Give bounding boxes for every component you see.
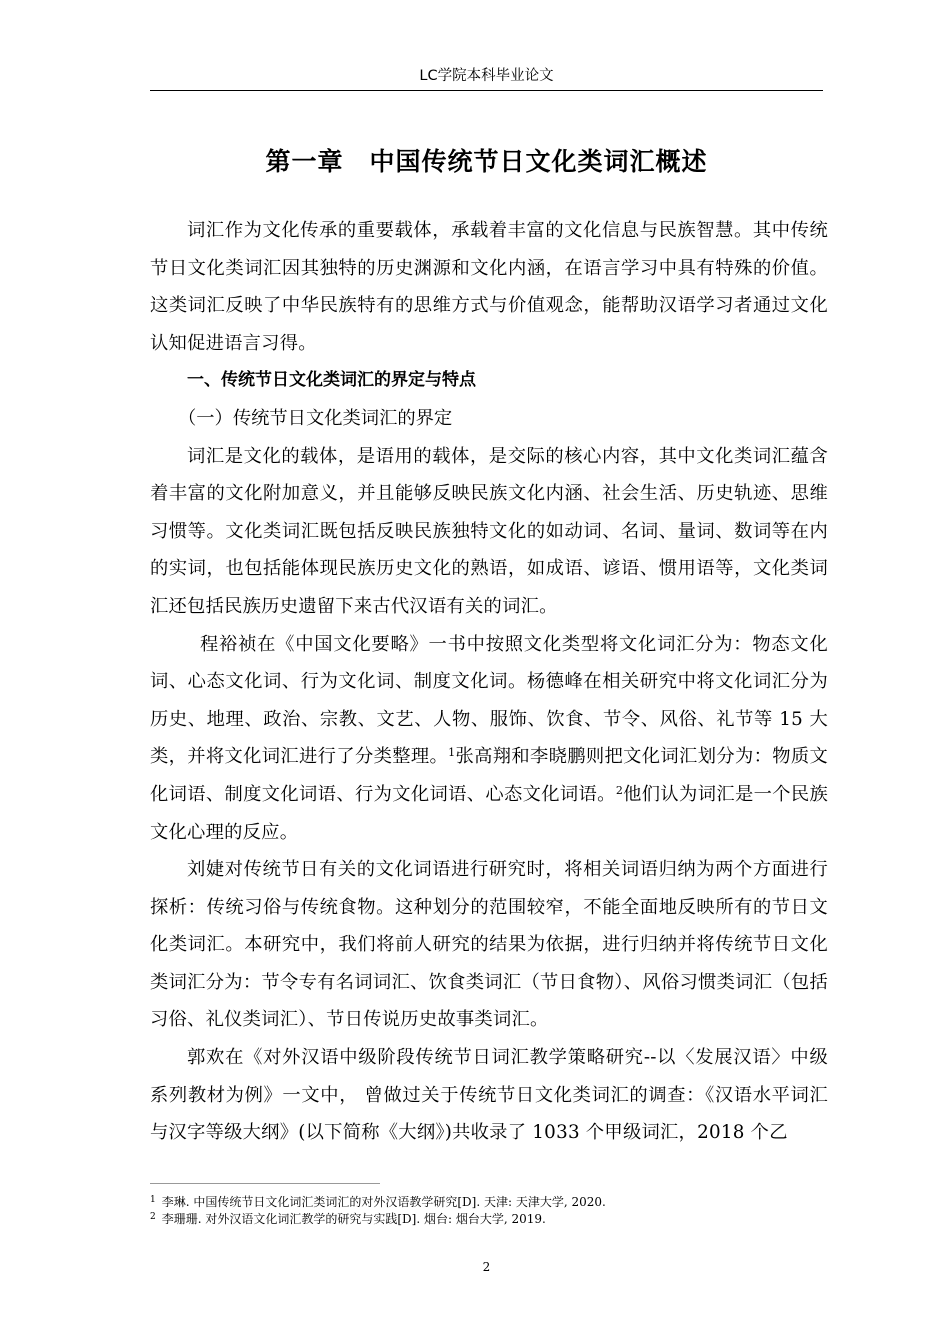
footnote bbox=[150, 1194, 823, 1211]
footnotes bbox=[150, 1194, 823, 1228]
paragraph-definition: 词汇是文化的载体，是语用的载体，是交际的核心内容，其中文化类词汇蕴含着丰富的文化附加意义，并且能够反映民族文化内涵、社会生活、历史轨迹、思维习惯等。文化类词汇既包括反映民族独特文化的如动词、名词、量词、数词等在内的实词，也包括能体现民族历史文化的熟语，如成语、谚语、惯用语等，文化类词汇还包括民族历史遗留下来古代汉语有关的词汇。 bbox=[150, 445, 828, 617]
footnote-ref[interactable]: 1 bbox=[448, 746, 456, 760]
paragraph-text-part: 张高翔和李晓鹏则把文化词汇划分为：物质文化词语、制度文化词语、行为文化词语、心态文化词语。 bbox=[150, 746, 829, 805]
footnote-ref[interactable]: 2 bbox=[615, 783, 624, 797]
footnote bbox=[150, 1211, 823, 1228]
body-text bbox=[150, 212, 828, 1152]
paragraph-guohuan: 郭欢在《对外汉语中级阶段传统节日词汇教学策略研究--以〈发展汉语〉中级系列教材为例》一文中， 曾做过关于传统节日文化类词汇的调查：《汉语水平词汇与汉字等级大纲》(以下简称《大纲》)共收录了 1033 个甲级词汇，2018 个乙 bbox=[150, 1047, 828, 1144]
paragraph-text-part: 他们认为词汇是一个民族文化心理的反应。 bbox=[150, 783, 829, 843]
section-heading: 一、传统节日文化类词汇的界定与特点 bbox=[187, 370, 476, 391]
paragraph-classification bbox=[150, 626, 828, 852]
footnote-number: 1 bbox=[150, 1195, 156, 1205]
chapter-name: 中国传统节日文化类词汇概述 bbox=[369, 147, 708, 176]
footnote-number: 2 bbox=[150, 1212, 156, 1222]
paragraph-text-part: 程裕祯在《中国文化要略》一书中按照文化类型将文化词汇分为：物态文化词、心态文化词、行为文化词、制度文化词。杨德峰在相关研究中将文化词汇分为历史、地理、政治、宗教、文艺、人物、服饰、饮食、节令、风俗、礼节等 15 大类，并将文化词汇进行了分类整理。 bbox=[150, 633, 828, 768]
chapter-title bbox=[150, 142, 823, 182]
page-header bbox=[150, 62, 823, 91]
chapter-label: 第一章 bbox=[265, 147, 344, 176]
page-number: 2 bbox=[482, 1260, 491, 1274]
subsection-heading: （一）传统节日文化类词汇的界定 bbox=[178, 407, 453, 429]
intro-paragraph: 词汇作为文化传承的重要载体，承载着丰富的文化信息与民族智慧。其中传统节日文化类词汇因其独特的历史渊源和文化内涵，在语言学习中具有特殊的价值。这类词汇反映了中华民族特有的思维方式与价值观念，能帮助汉语学习者通过文化认知促进语言习得。 bbox=[150, 220, 828, 354]
paragraph-liujie: 刘婕对传统节日有关的文化词语进行研究时，将相关词语归纳为两个方面进行探析：传统习俗与传统食物。这种划分的范围较窄，不能全面地反映所有的节日文化类词汇。本研究中，我们将前人研究的结果为依据，进行归纳并将传统节日文化类词汇分为：节令专有名词词汇、饮食类词汇（节日食物）、风俗习惯类词汇（包括习俗、礼仪类词汇）、节日传说历史故事类词汇。 bbox=[150, 859, 828, 1031]
footnote-text: 李琳. 中国传统节日文化词汇类词汇的对外汉语教学研究[D]. 天津: 天津大学, 2020. bbox=[161, 1195, 606, 1209]
footnote-text: 李珊珊. 对外汉语文化词汇教学的研究与实践[D]. 烟台: 烟台大学, 2019. bbox=[161, 1212, 546, 1226]
header-title: LC学院本科毕业论文 bbox=[419, 68, 554, 84]
footnote-divider bbox=[150, 1183, 380, 1184]
